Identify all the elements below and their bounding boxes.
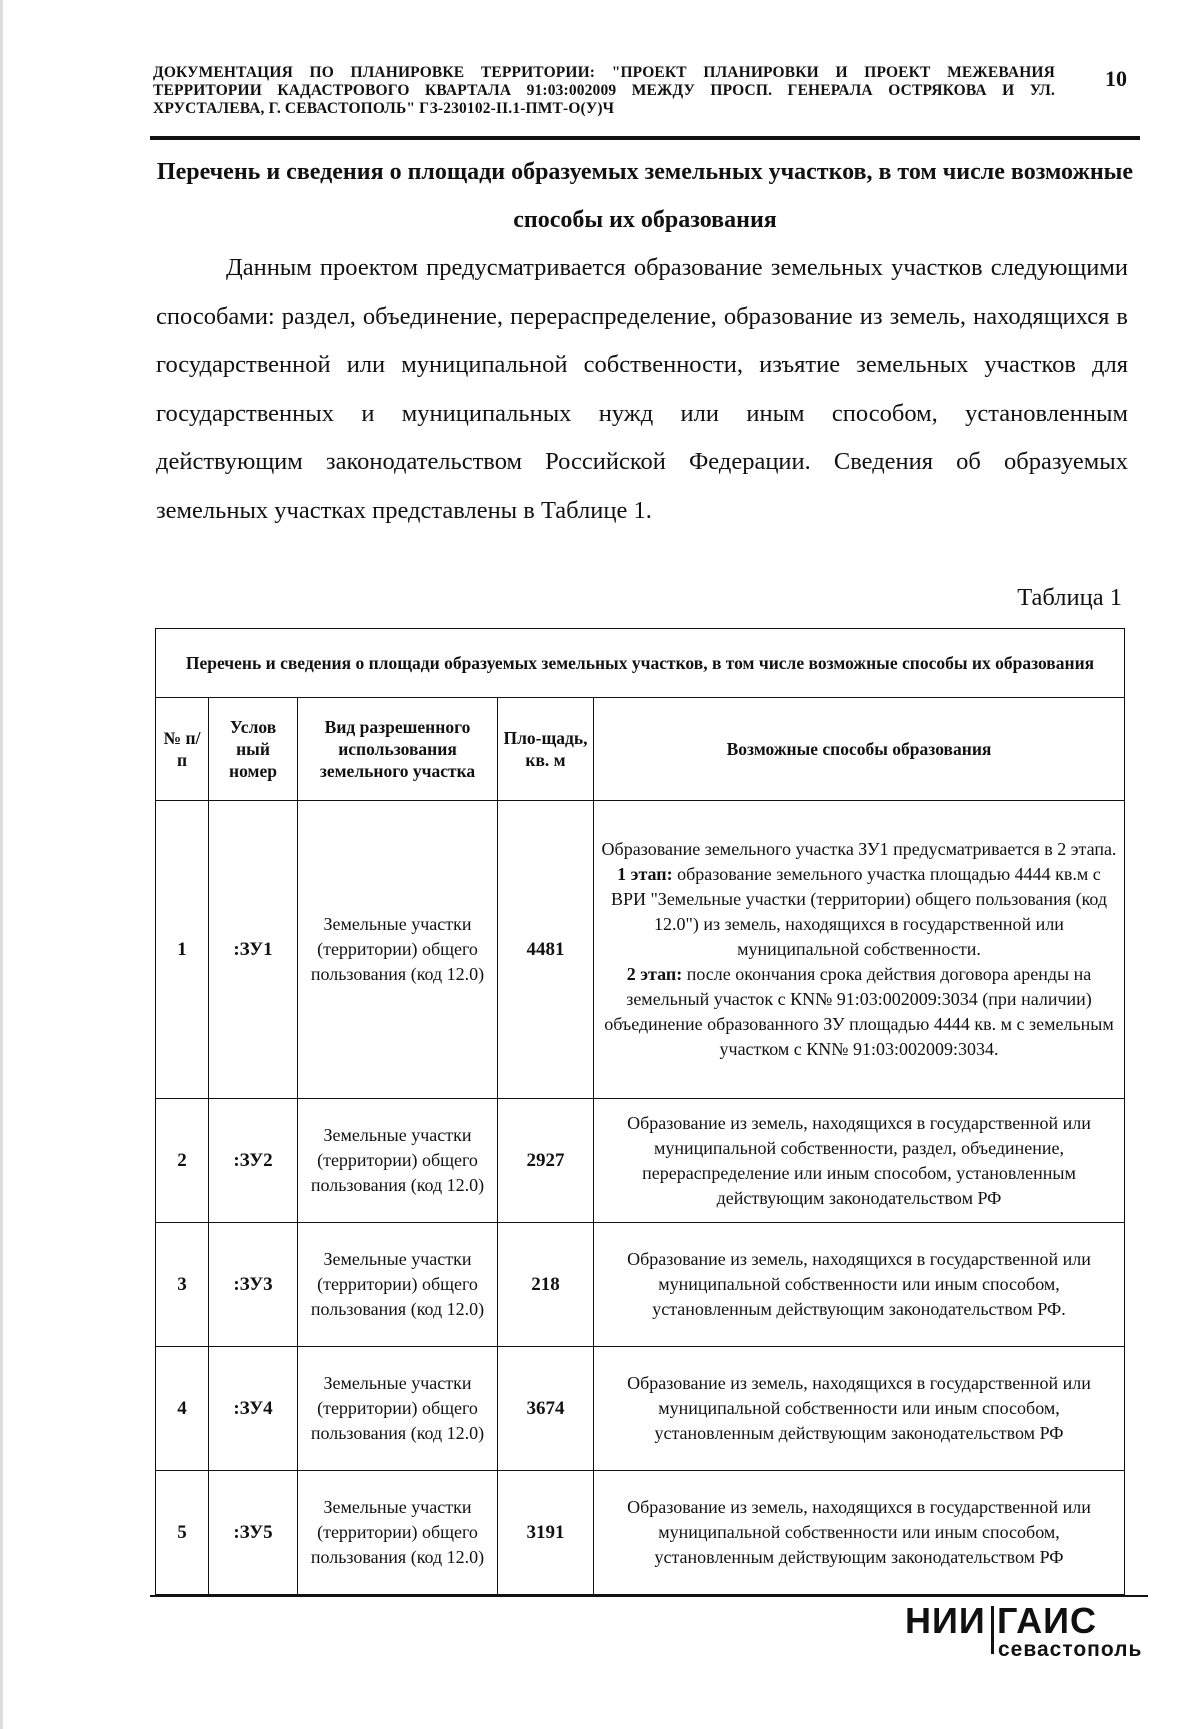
cell-method: Образование из земель, находящихся в государственной или муниципальной собственности или иным способом, установленным действующим законодательством РФ	[594, 1347, 1125, 1471]
stage2-text: после окончания срока действия договора аренды на земельный участок с КN№ 91:03:002009:3034 (при наличии) объединение образованного ЗУ площадью 4444 кв. м с земельным участком с КN№ 91:03:002009:3034.	[604, 964, 1114, 1059]
cell-num: 2	[156, 1099, 209, 1223]
method-intro: Образование земельного участка ЗУ1 предусматривается в 2 этапа.	[601, 839, 1117, 859]
cell-area: 3674	[498, 1347, 594, 1471]
stage2-label: 2 этап:	[626, 964, 683, 984]
cell-method: Образование из земель, находящихся в государственной или муниципальной собственности, раздел, объединение, перераспределение или иным способом, установленным действующим законодательством РФ	[594, 1099, 1125, 1223]
cell-cond: :ЗУ2	[209, 1099, 298, 1223]
stage1-label: 1 этап:	[617, 864, 673, 884]
header-rule	[150, 136, 1140, 140]
parcels-table	[155, 628, 1125, 1595]
cell-area: 2927	[498, 1099, 594, 1223]
cell-area: 218	[498, 1223, 594, 1347]
header-cond: Услов ный номер	[209, 698, 298, 801]
page-number: 10	[1105, 66, 1127, 91]
cell-num: 3	[156, 1223, 209, 1347]
cell-cond: :ЗУ1	[209, 801, 298, 1099]
table-caption: Таблица 1	[1017, 584, 1122, 611]
document-header: ДОКУМЕНТАЦИЯ ПО ПЛАНИРОВКЕ ТЕРРИТОРИИ: "ПРОЕКТ ПЛАНИРОВКИ И ПРОЕКТ МЕЖЕВАНИЯ ТЕРРИТОРИИ КАДАСТРОВОГО КВАРТАЛА 91:03:002009 МЕЖДУ ПРОСП. ГЕНЕРАЛА ОСТРЯКОВА И УЛ. ХРУСТАЛЕВА, Г. СЕВАСТОПОЛЬ" ГЗ-230102-II.1-ПМТ-О(У)Ч	[153, 64, 1055, 117]
cell-method	[594, 801, 1125, 1099]
section-title: Перечень и сведения о площади образуемых земельных участков, в том числе возможные способы их образования	[156, 159, 1134, 233]
cell-use: Земельные участки (территории) общего пользования (код 12.0)	[298, 1347, 498, 1471]
table-row	[156, 1223, 1125, 1347]
cell-area: 3191	[498, 1471, 594, 1595]
header-area: Пло-щадь, кв. м	[498, 698, 594, 801]
body-paragraph: Данным проектом предусматривается образование земельных участков следующими способами: раздел, объединение, перераспределение, образование из земель, находящихся в государственной или муниципальной собственности, изъятие земельных участков для государственных и муниципальных нужд или иным способом, установленным действующим законодательством Российской Федерации. Сведения об образуемых земельных участках представлены в Таблице 1.	[156, 254, 1128, 524]
cell-use: Земельные участки (территории) общего пользования (код 12.0)	[298, 1099, 498, 1223]
header-use: Вид разрешенного использования земельного участка	[298, 698, 498, 801]
table-caption-row	[156, 629, 1125, 698]
footer-rule	[150, 1595, 1148, 1597]
cell-use: Земельные участки (территории) общего пользования (код 12.0)	[298, 1471, 498, 1595]
cell-method: Образование из земель, находящихся в государственной или муниципальной собственности или иным способом, установленным действующим законодательством РФ.	[594, 1223, 1125, 1347]
cell-use: Земельные участки (территории) общего пользования (код 12.0)	[298, 1223, 498, 1347]
table-row	[156, 801, 1125, 1099]
logo-gais: ГАИС	[997, 1600, 1098, 1641]
table-row	[156, 1099, 1125, 1223]
cell-num: 4	[156, 1347, 209, 1471]
table-row	[156, 1347, 1125, 1471]
header-num: № п/п	[156, 698, 209, 801]
cell-cond: :ЗУ3	[209, 1223, 298, 1347]
cell-method: Образование из земель, находящихся в государственной или муниципальной собственности или иным способом, установленным действующим законодательством РФ	[594, 1471, 1125, 1595]
stage1-text: образование земельного участка площадью 4444 кв.м с ВРИ "Земельные участки (территории) общего пользования (код 12.0") из земель, находящихся в государственной или муниципальной собственности.	[610, 864, 1108, 959]
logo-divider	[991, 1606, 994, 1654]
cell-area: 4481	[498, 801, 594, 1099]
cell-num: 1	[156, 801, 209, 1099]
cell-use: Земельные участки (территории) общего пользования (код 12.0)	[298, 801, 498, 1099]
header-method: Возможные способы образования	[594, 698, 1125, 801]
scan-edge	[0, 0, 3, 1729]
cell-cond: :ЗУ5	[209, 1471, 298, 1595]
table-title: Перечень и сведения о площади образуемых земельных участков, в том числе возможные способы их образования	[156, 629, 1125, 698]
table-header-row	[156, 698, 1125, 801]
logo-nii: НИИ	[905, 1600, 986, 1641]
table-row	[156, 1471, 1125, 1595]
cell-num: 5	[156, 1471, 209, 1595]
cell-cond: :ЗУ4	[209, 1347, 298, 1471]
logo-city: севастополь	[998, 1638, 1143, 1661]
